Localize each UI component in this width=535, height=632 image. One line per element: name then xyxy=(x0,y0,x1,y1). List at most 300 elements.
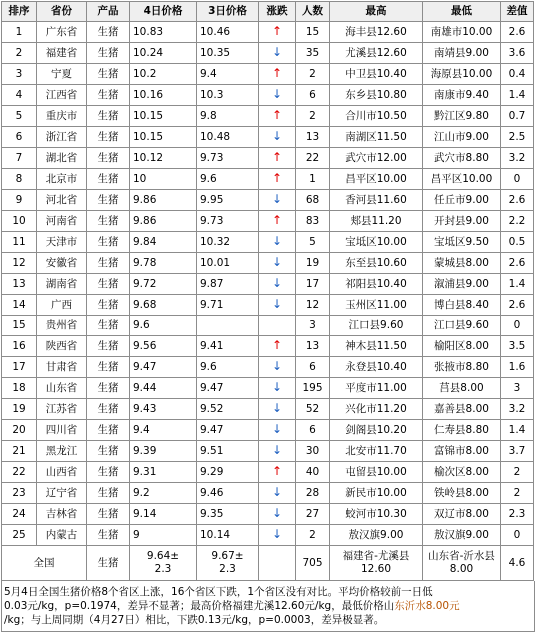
down-arrow-icon: ↓ xyxy=(271,527,283,541)
rank-cell: 14 xyxy=(2,295,37,316)
total-lowest: 山东省-沂水县 8.00 xyxy=(423,546,501,581)
table-row xyxy=(2,336,534,357)
lowest-cell: 莒县8.00 xyxy=(423,378,501,399)
price-4-cell: 9 xyxy=(130,525,197,546)
product-cell: 生猪 xyxy=(87,525,130,546)
count-cell: 1 xyxy=(296,169,330,190)
count-cell: 35 xyxy=(296,43,330,64)
header-cell: 产品 xyxy=(87,2,130,22)
count-cell: 2 xyxy=(296,64,330,85)
province-cell: 辽宁省 xyxy=(37,483,87,504)
lowest-cell: 榆阳区8.00 xyxy=(423,336,501,357)
diff-cell: 2.5 xyxy=(501,127,534,148)
price-4-cell: 10.16 xyxy=(130,85,197,106)
down-arrow-icon: ↓ xyxy=(271,45,283,59)
header-cell: 最低 xyxy=(423,2,501,22)
diff-cell: 1.4 xyxy=(501,274,534,295)
up-arrow-icon: ↑ xyxy=(271,108,283,122)
up-arrow-icon: ↑ xyxy=(271,150,283,164)
count-cell: 2 xyxy=(296,106,330,127)
trend-cell xyxy=(259,211,296,232)
trend-cell xyxy=(259,85,296,106)
highest-cell: 香河县11.60 xyxy=(330,190,423,211)
lowest-cell: 昌平区10.00 xyxy=(423,169,501,190)
lowest-cell: 南康市9.40 xyxy=(423,85,501,106)
highest-cell: 玉州区11.00 xyxy=(330,295,423,316)
lowest-cell: 任丘市9.00 xyxy=(423,190,501,211)
price-4-cell: 9.44 xyxy=(130,378,197,399)
up-arrow-icon: ↑ xyxy=(271,66,283,80)
province-cell: 重庆市 xyxy=(37,106,87,127)
header-cell: 差值 xyxy=(501,2,534,22)
price-4-cell: 10.15 xyxy=(130,106,197,127)
price-3-cell: 9.51 xyxy=(197,441,259,462)
price-3-cell: 9.4 xyxy=(197,64,259,85)
price-4-cell: 9.56 xyxy=(130,336,197,357)
province-cell: 安徽省 xyxy=(37,253,87,274)
total-row xyxy=(2,546,534,581)
province-cell: 江苏省 xyxy=(37,399,87,420)
down-arrow-icon: ↓ xyxy=(271,359,283,373)
province-cell: 福建省 xyxy=(37,43,87,64)
total-price-4: 9.64± 2.3 xyxy=(130,546,197,581)
product-cell: 生猪 xyxy=(87,483,130,504)
product-cell: 生猪 xyxy=(87,64,130,85)
diff-cell: 2.3 xyxy=(501,504,534,525)
down-arrow-icon: ↓ xyxy=(271,401,283,415)
count-cell: 27 xyxy=(296,504,330,525)
trend-cell xyxy=(259,525,296,546)
price-4-cell: 10.15 xyxy=(130,127,197,148)
price-4-cell: 9.14 xyxy=(130,504,197,525)
trend-cell xyxy=(259,169,296,190)
province-cell: 江西省 xyxy=(37,85,87,106)
trend-cell xyxy=(259,253,296,274)
province-cell: 四川省 xyxy=(37,420,87,441)
highest-cell: 武穴市12.00 xyxy=(330,148,423,169)
table-row xyxy=(2,525,534,546)
header-cell: 省份 xyxy=(37,2,87,22)
header-row xyxy=(2,2,534,22)
price-3-cell: 9.95 xyxy=(197,190,259,211)
province-cell: 山东省 xyxy=(37,378,87,399)
lowest-cell: 南雄市10.00 xyxy=(423,22,501,43)
product-cell: 生猪 xyxy=(87,295,130,316)
rank-cell: 22 xyxy=(2,462,37,483)
table-row xyxy=(2,64,534,85)
trend-cell xyxy=(259,316,296,336)
total-highest: 福建省-尤溪县 12.60 xyxy=(330,546,423,581)
product-cell: 生猪 xyxy=(87,336,130,357)
count-cell: 5 xyxy=(296,232,330,253)
price-4-cell: 9.72 xyxy=(130,274,197,295)
total-count: 705 xyxy=(296,546,330,581)
lowest-cell: 博白县8.40 xyxy=(423,295,501,316)
note-line-2: 0.03元/kg，p=0.1974，差异不显著；最高价格福建尤溪12.60元/kg，最低价格山 xyxy=(4,600,395,612)
table-row xyxy=(2,378,534,399)
rank-cell: 24 xyxy=(2,504,37,525)
price-3-cell xyxy=(197,316,259,336)
table-row xyxy=(2,148,534,169)
highest-cell: 东至县10.60 xyxy=(330,253,423,274)
count-cell: 6 xyxy=(296,420,330,441)
price-4-cell: 10.83 xyxy=(130,22,197,43)
price-3-cell: 9.52 xyxy=(197,399,259,420)
down-arrow-icon: ↓ xyxy=(271,129,283,143)
table-row xyxy=(2,190,534,211)
highest-cell: 海丰县12.60 xyxy=(330,22,423,43)
lowest-cell: 海原县10.00 xyxy=(423,64,501,85)
lowest-cell: 江口县9.60 xyxy=(423,316,501,336)
lowest-cell: 嘉善县8.00 xyxy=(423,399,501,420)
price-4-cell: 9.2 xyxy=(130,483,197,504)
trend-cell xyxy=(259,504,296,525)
diff-cell: 3 xyxy=(501,378,534,399)
table-row xyxy=(2,441,534,462)
price-3-cell: 9.35 xyxy=(197,504,259,525)
lowest-cell: 宝坻区9.50 xyxy=(423,232,501,253)
count-cell: 13 xyxy=(296,127,330,148)
price-3-cell: 9.6 xyxy=(197,357,259,378)
table-row xyxy=(2,211,534,232)
highest-cell: 昌平区10.00 xyxy=(330,169,423,190)
rank-cell: 6 xyxy=(2,127,37,148)
price-3-cell: 10.46 xyxy=(197,22,259,43)
product-cell: 生猪 xyxy=(87,316,130,336)
rank-cell: 13 xyxy=(2,274,37,295)
price-4-cell: 10.24 xyxy=(130,43,197,64)
product-cell: 生猪 xyxy=(87,211,130,232)
highest-cell: 剑阁县10.20 xyxy=(330,420,423,441)
price-3-cell: 10.01 xyxy=(197,253,259,274)
summary-note xyxy=(1,581,535,632)
diff-cell: 3.2 xyxy=(501,399,534,420)
lowest-cell: 仁寿县8.80 xyxy=(423,420,501,441)
header-cell: 涨跌 xyxy=(259,2,296,22)
down-arrow-icon: ↓ xyxy=(271,276,283,290)
down-arrow-icon: ↓ xyxy=(271,87,283,101)
diff-cell: 3.6 xyxy=(501,43,534,64)
product-cell: 生猪 xyxy=(87,106,130,127)
count-cell: 15 xyxy=(296,22,330,43)
product-cell: 生猪 xyxy=(87,504,130,525)
highest-cell: 宝坻区10.00 xyxy=(330,232,423,253)
price-4-cell: 9.39 xyxy=(130,441,197,462)
count-cell: 17 xyxy=(296,274,330,295)
trend-cell xyxy=(259,336,296,357)
province-cell: 广西 xyxy=(37,295,87,316)
table-row xyxy=(2,22,534,43)
trend-cell xyxy=(259,420,296,441)
lowest-cell: 张掖市8.80 xyxy=(423,357,501,378)
product-cell: 生猪 xyxy=(87,462,130,483)
price-3-cell: 10.48 xyxy=(197,127,259,148)
highest-cell: 中卫县10.40 xyxy=(330,64,423,85)
note-line-3: /kg；与上周同期（4月27日）相比，下跌0.13元/kg，p=0.0003，差异极显著。 xyxy=(4,614,385,626)
product-cell: 生猪 xyxy=(87,274,130,295)
price-4-cell: 9.43 xyxy=(130,399,197,420)
product-cell: 生猪 xyxy=(87,232,130,253)
table-row xyxy=(2,295,534,316)
trend-cell xyxy=(259,22,296,43)
product-cell: 生猪 xyxy=(87,399,130,420)
diff-cell: 3.5 xyxy=(501,336,534,357)
product-cell: 生猪 xyxy=(87,378,130,399)
product-cell: 生猪 xyxy=(87,85,130,106)
highest-cell: 尤溪县12.60 xyxy=(330,43,423,64)
down-arrow-icon: ↓ xyxy=(271,297,283,311)
header-cell: 4日价格 xyxy=(130,2,197,22)
rank-cell: 1 xyxy=(2,22,37,43)
price-3-cell: 9.73 xyxy=(197,148,259,169)
highest-cell: 蛟河市10.30 xyxy=(330,504,423,525)
lowest-cell: 蒙城县8.00 xyxy=(423,253,501,274)
lowest-cell: 江山市9.00 xyxy=(423,127,501,148)
count-cell: 6 xyxy=(296,357,330,378)
count-cell: 22 xyxy=(296,148,330,169)
table-row xyxy=(2,85,534,106)
province-cell: 宁夏 xyxy=(37,64,87,85)
diff-cell: 0 xyxy=(501,316,534,336)
price-3-cell: 9.46 xyxy=(197,483,259,504)
table-row xyxy=(2,399,534,420)
count-cell: 52 xyxy=(296,399,330,420)
product-cell: 生猪 xyxy=(87,127,130,148)
province-cell: 广东省 xyxy=(37,22,87,43)
count-cell: 68 xyxy=(296,190,330,211)
highest-cell: 新民市10.00 xyxy=(330,483,423,504)
product-cell: 生猪 xyxy=(87,22,130,43)
price-4-cell: 9.86 xyxy=(130,190,197,211)
up-arrow-icon: ↑ xyxy=(271,213,283,227)
trend-cell xyxy=(259,357,296,378)
highest-cell: 屯留县10.00 xyxy=(330,462,423,483)
diff-cell: 1.4 xyxy=(501,420,534,441)
down-arrow-icon: ↓ xyxy=(271,380,283,394)
price-3-cell: 9.47 xyxy=(197,378,259,399)
count-cell: 195 xyxy=(296,378,330,399)
lowest-cell: 敖汉旗9.00 xyxy=(423,525,501,546)
province-cell: 甘肃省 xyxy=(37,357,87,378)
rank-cell: 5 xyxy=(2,106,37,127)
down-arrow-icon: ↓ xyxy=(271,422,283,436)
product-cell: 生猪 xyxy=(87,420,130,441)
count-cell: 3 xyxy=(296,316,330,336)
price-4-cell: 9.6 xyxy=(130,316,197,336)
total-price-3: 9.67± 2.3 xyxy=(197,546,259,581)
trend-cell xyxy=(259,106,296,127)
province-cell: 河北省 xyxy=(37,190,87,211)
count-cell: 6 xyxy=(296,85,330,106)
highest-cell: 永登县10.40 xyxy=(330,357,423,378)
price-3-cell: 10.35 xyxy=(197,43,259,64)
price-3-cell: 9.47 xyxy=(197,420,259,441)
table-row xyxy=(2,504,534,525)
price-3-cell: 9.6 xyxy=(197,169,259,190)
up-arrow-icon: ↑ xyxy=(271,338,283,352)
highest-cell: 南湖区11.50 xyxy=(330,127,423,148)
lowest-cell: 双辽市8.00 xyxy=(423,504,501,525)
price-4-cell: 10.12 xyxy=(130,148,197,169)
province-cell: 湖北省 xyxy=(37,148,87,169)
rank-cell: 23 xyxy=(2,483,37,504)
table-row xyxy=(2,106,534,127)
highest-cell: 平度市11.00 xyxy=(330,378,423,399)
total-trend xyxy=(259,546,296,581)
highest-cell: 东乡县10.80 xyxy=(330,85,423,106)
diff-cell: 0.5 xyxy=(501,232,534,253)
count-cell: 19 xyxy=(296,253,330,274)
price-3-cell: 9.87 xyxy=(197,274,259,295)
down-arrow-icon: ↓ xyxy=(271,485,283,499)
price-3-cell: 10.14 xyxy=(197,525,259,546)
province-cell: 湖南省 xyxy=(37,274,87,295)
rank-cell: 2 xyxy=(2,43,37,64)
down-arrow-icon: ↓ xyxy=(271,234,283,248)
product-cell: 生猪 xyxy=(87,169,130,190)
count-cell: 30 xyxy=(296,441,330,462)
province-cell: 陕西省 xyxy=(37,336,87,357)
price-3-cell: 10.32 xyxy=(197,232,259,253)
trend-cell xyxy=(259,378,296,399)
header-cell: 3日价格 xyxy=(197,2,259,22)
lowest-cell: 富锦市8.00 xyxy=(423,441,501,462)
table-row xyxy=(2,483,534,504)
diff-cell: 2 xyxy=(501,483,534,504)
province-cell: 天津市 xyxy=(37,232,87,253)
trend-cell xyxy=(259,43,296,64)
table-row xyxy=(2,462,534,483)
diff-cell: 2 xyxy=(501,462,534,483)
rank-cell: 3 xyxy=(2,64,37,85)
province-cell: 黑龙江 xyxy=(37,441,87,462)
count-cell: 13 xyxy=(296,336,330,357)
header-cell: 排序 xyxy=(2,2,37,22)
rank-cell: 8 xyxy=(2,169,37,190)
product-cell: 生猪 xyxy=(87,441,130,462)
total-diff: 4.6 xyxy=(501,546,534,581)
rank-cell: 19 xyxy=(2,399,37,420)
rank-cell: 16 xyxy=(2,336,37,357)
price-4-cell: 9.68 xyxy=(130,295,197,316)
lowest-cell: 武穴市8.80 xyxy=(423,148,501,169)
product-cell: 生猪 xyxy=(87,253,130,274)
table-row xyxy=(2,253,534,274)
diff-cell: 1.4 xyxy=(501,85,534,106)
total-product: 生猪 xyxy=(87,546,130,581)
diff-cell: 1.6 xyxy=(501,357,534,378)
up-arrow-icon: ↑ xyxy=(271,171,283,185)
lowest-cell: 溆浦县9.00 xyxy=(423,274,501,295)
diff-cell: 2.6 xyxy=(501,22,534,43)
diff-cell: 2.6 xyxy=(501,253,534,274)
header-cell: 最高 xyxy=(330,2,423,22)
rank-cell: 7 xyxy=(2,148,37,169)
province-cell: 河南省 xyxy=(37,211,87,232)
down-arrow-icon: ↓ xyxy=(271,192,283,206)
province-cell: 贵州省 xyxy=(37,316,87,336)
down-arrow-icon: ↓ xyxy=(271,443,283,457)
price-4-cell: 10 xyxy=(130,169,197,190)
lowest-cell: 榆次区8.00 xyxy=(423,462,501,483)
rank-cell: 18 xyxy=(2,378,37,399)
price-4-cell: 9.78 xyxy=(130,253,197,274)
rank-cell: 17 xyxy=(2,357,37,378)
highest-cell: 郏县11.20 xyxy=(330,211,423,232)
price-3-cell: 9.73 xyxy=(197,211,259,232)
product-cell: 生猪 xyxy=(87,148,130,169)
table-row xyxy=(2,232,534,253)
trend-cell xyxy=(259,190,296,211)
trend-cell xyxy=(259,462,296,483)
diff-cell: 0 xyxy=(501,525,534,546)
table-row xyxy=(2,316,534,336)
rank-cell: 12 xyxy=(2,253,37,274)
price-3-cell: 10.3 xyxy=(197,85,259,106)
price-report xyxy=(1,1,533,632)
rank-cell: 9 xyxy=(2,190,37,211)
trend-cell xyxy=(259,64,296,85)
price-4-cell: 10.2 xyxy=(130,64,197,85)
rank-cell: 11 xyxy=(2,232,37,253)
table-row xyxy=(2,43,534,64)
down-arrow-icon: ↓ xyxy=(271,255,283,269)
lowest-cell: 南靖县9.00 xyxy=(423,43,501,64)
price-4-cell: 9.4 xyxy=(130,420,197,441)
price-4-cell: 9.31 xyxy=(130,462,197,483)
header-cell: 人数 xyxy=(296,2,330,22)
total-province: 全国 xyxy=(2,546,87,581)
trend-cell xyxy=(259,148,296,169)
note-line-1: 5月4日全国生猪价格8个省区上涨，16个省区下跌，1个省区没有对比。平均价格较前一日低 xyxy=(4,586,433,598)
rank-cell: 4 xyxy=(2,85,37,106)
rank-cell: 10 xyxy=(2,211,37,232)
trend-cell xyxy=(259,127,296,148)
trend-cell xyxy=(259,441,296,462)
trend-cell xyxy=(259,399,296,420)
province-cell: 浙江省 xyxy=(37,127,87,148)
trend-cell xyxy=(259,274,296,295)
down-arrow-icon: ↓ xyxy=(271,506,283,520)
trend-cell xyxy=(259,232,296,253)
diff-cell: 3.2 xyxy=(501,148,534,169)
province-cell: 吉林省 xyxy=(37,504,87,525)
count-cell: 12 xyxy=(296,295,330,316)
lowest-cell: 开封县9.00 xyxy=(423,211,501,232)
diff-cell: 3.7 xyxy=(501,441,534,462)
highest-cell: 北安市11.70 xyxy=(330,441,423,462)
province-cell: 北京市 xyxy=(37,169,87,190)
diff-cell: 2.6 xyxy=(501,190,534,211)
product-cell: 生猪 xyxy=(87,357,130,378)
diff-cell: 2.2 xyxy=(501,211,534,232)
price-3-cell: 9.8 xyxy=(197,106,259,127)
highest-cell: 兴化市11.20 xyxy=(330,399,423,420)
rank-cell: 25 xyxy=(2,525,37,546)
count-cell: 28 xyxy=(296,483,330,504)
price-4-cell: 9.47 xyxy=(130,357,197,378)
lowest-cell: 铁岭县8.00 xyxy=(423,483,501,504)
price-3-cell: 9.41 xyxy=(197,336,259,357)
province-cell: 山西省 xyxy=(37,462,87,483)
price-3-cell: 9.29 xyxy=(197,462,259,483)
price-4-cell: 9.84 xyxy=(130,232,197,253)
up-arrow-icon: ↑ xyxy=(271,24,283,38)
lowest-cell: 黔江区9.80 xyxy=(423,106,501,127)
price-3-cell: 9.71 xyxy=(197,295,259,316)
trend-cell xyxy=(259,483,296,504)
rank-cell: 20 xyxy=(2,420,37,441)
